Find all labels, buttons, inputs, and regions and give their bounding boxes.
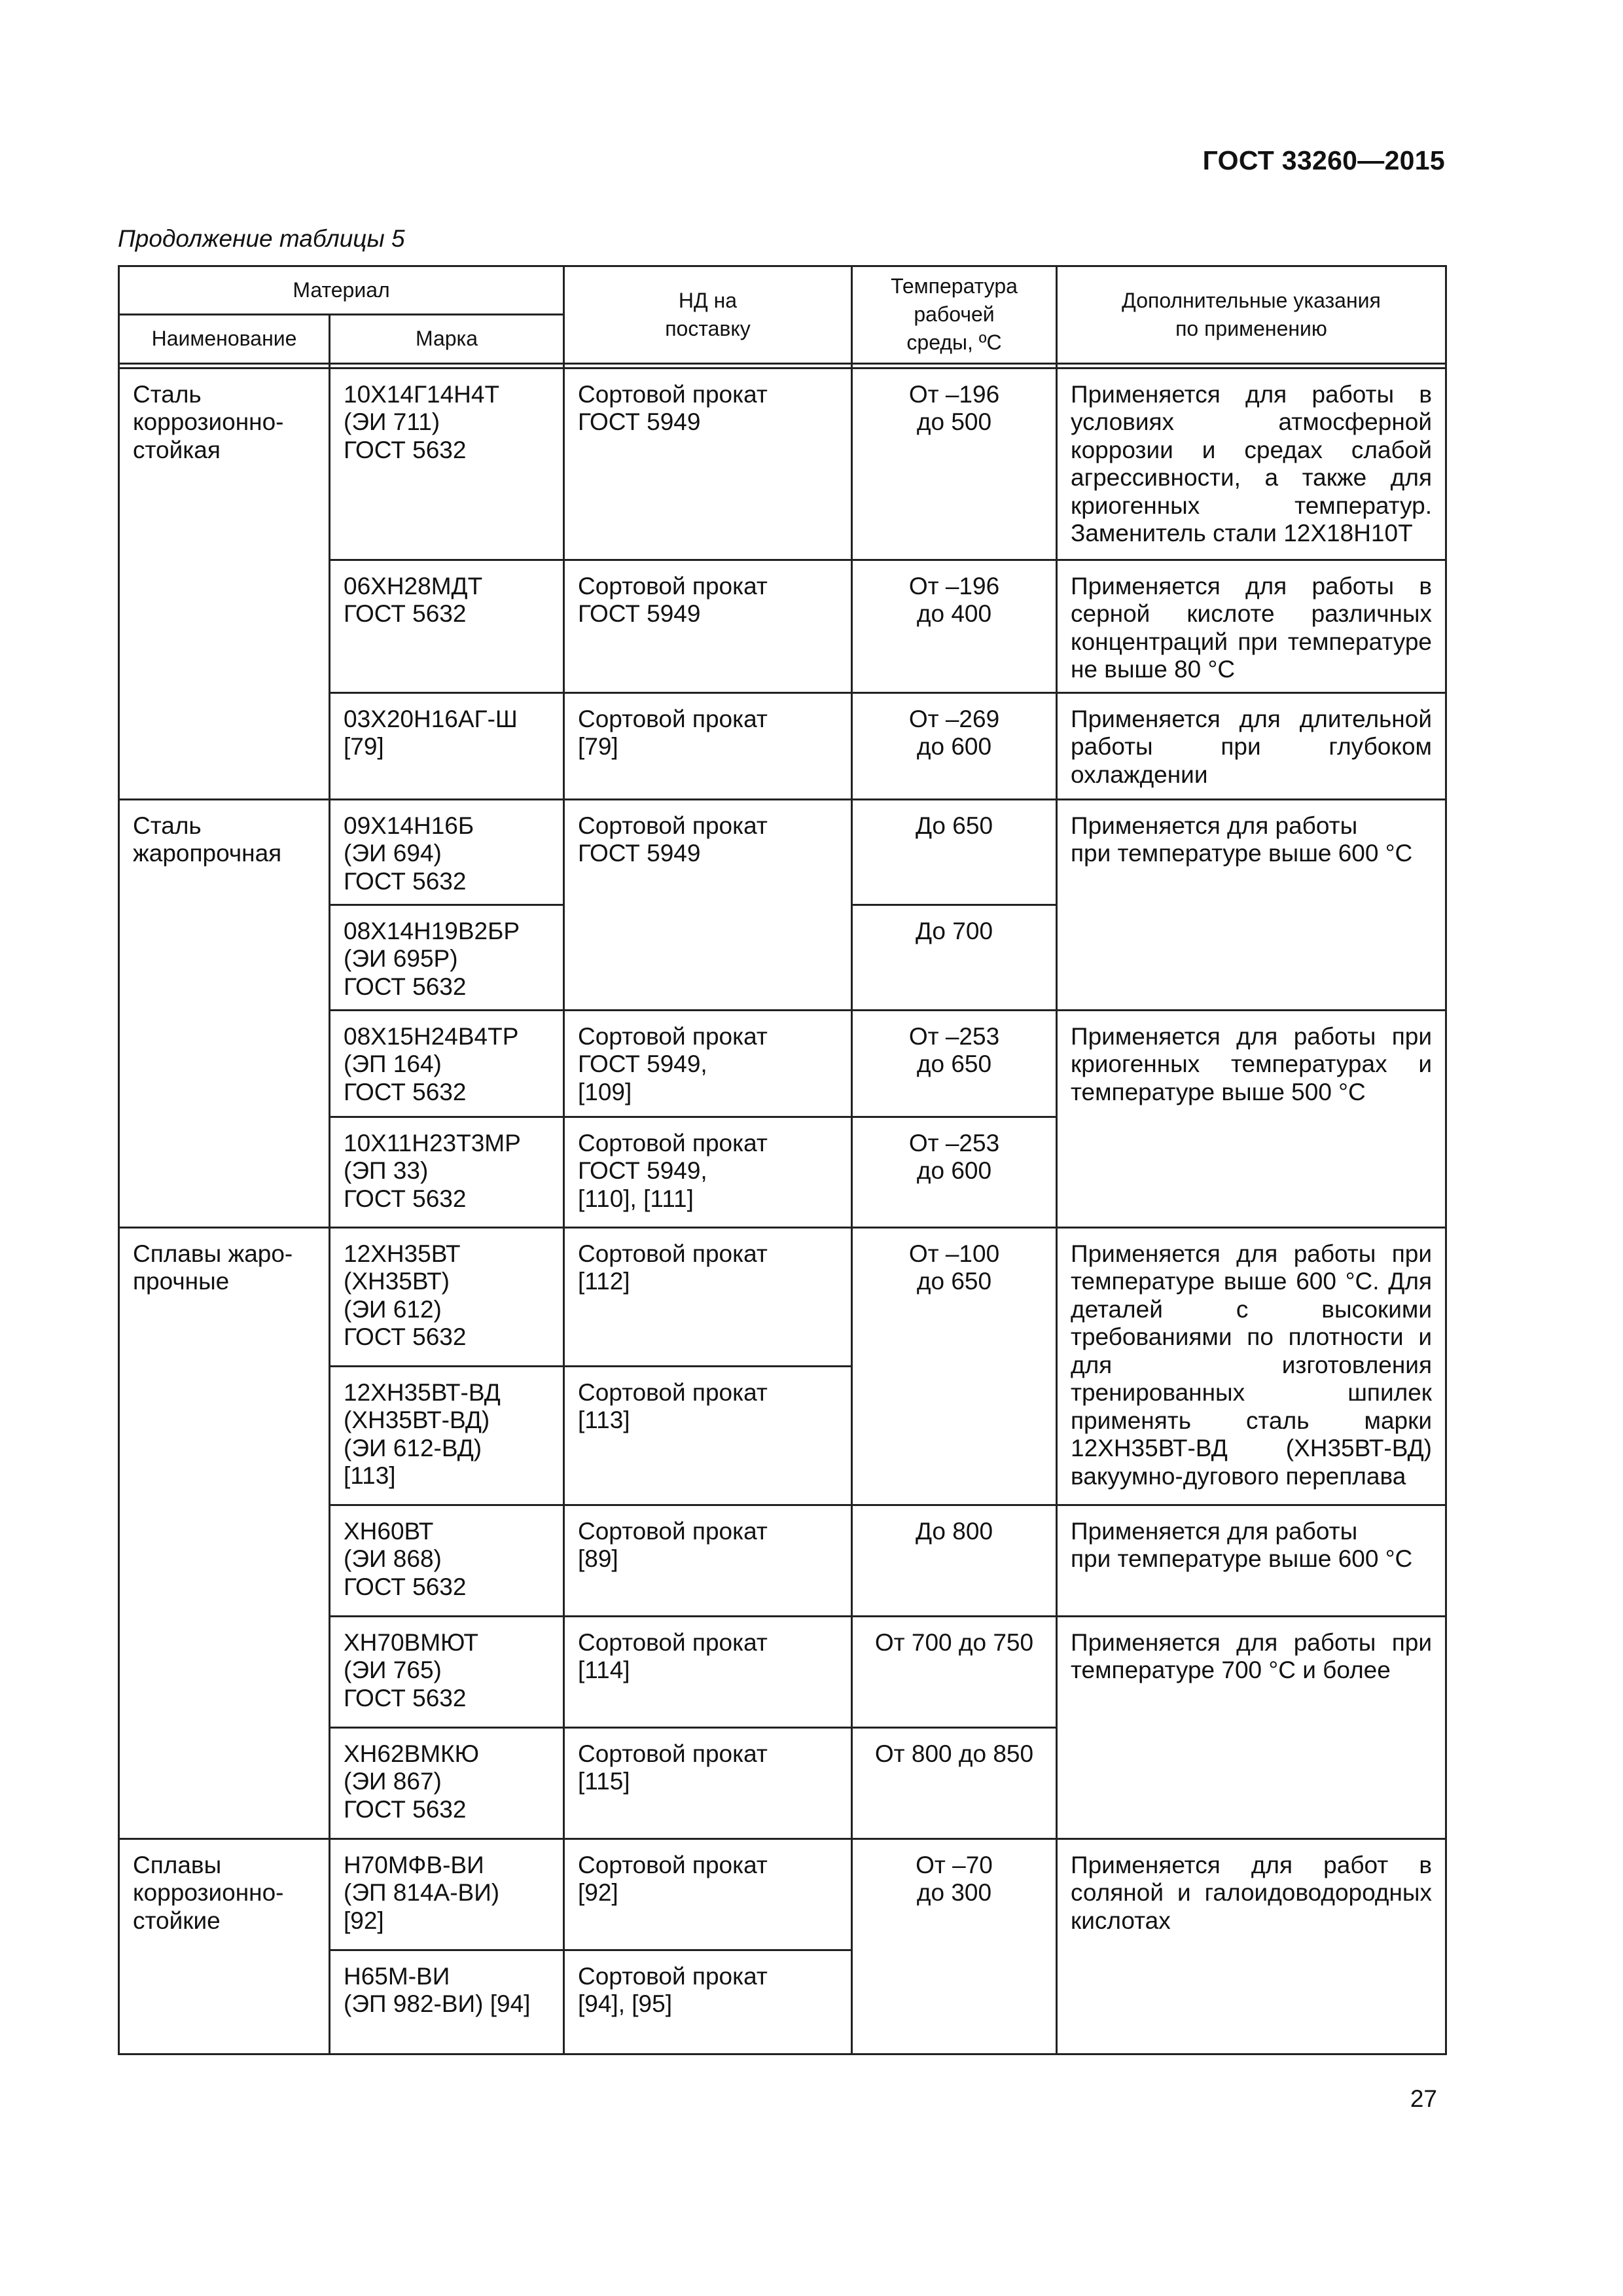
header-nd: НД на поставку bbox=[564, 266, 852, 364]
note-cell: Применяется для работы в серной кислоте различных концентраций при температуре не выше 80 °С bbox=[1057, 560, 1446, 692]
header-temperature: Температура рабочей среды, ºС bbox=[852, 266, 1057, 364]
nd-cell: Сортовой прокат ГОСТ 5949 bbox=[564, 560, 852, 692]
grade-cell: ХН60ВТ (ЭИ 868) ГОСТ 5632 bbox=[330, 1505, 564, 1616]
note-cell: Применяется для работы при температуре выше 600 °С bbox=[1057, 799, 1446, 1010]
nd-cell: Сортовой прокат [115] bbox=[564, 1727, 852, 1839]
nd-cell: Сортовой прокат [92] bbox=[564, 1839, 852, 1950]
group-name: Сплавы коррозионно- стойкие bbox=[119, 1839, 330, 2054]
materials-table bbox=[118, 265, 1447, 2055]
nd-cell: Сортовой прокат [112] bbox=[564, 1227, 852, 1366]
table-caption: Продолжение таблицы 5 bbox=[118, 225, 405, 252]
temperature-cell: От –196 до 400 bbox=[852, 560, 1057, 692]
note-cell: Применяется для работы при криогенных температурах и температуре выше 500 °С bbox=[1057, 1010, 1446, 1227]
grade-cell: 03Х20Н16АГ-Ш [79] bbox=[330, 692, 564, 799]
nd-cell: Сортовой прокат ГОСТ 5949 bbox=[564, 368, 852, 560]
grade-cell: Н65М-ВИ (ЭП 982-ВИ) [94] bbox=[330, 1950, 564, 2054]
nd-cell: Сортовой прокат [94], [95] bbox=[564, 1950, 852, 2054]
table-row bbox=[119, 368, 1446, 560]
temperature-cell: До 800 bbox=[852, 1505, 1057, 1616]
grade-cell: Н70МФВ-ВИ (ЭП 814А-ВИ) [92] bbox=[330, 1839, 564, 1950]
note-cell: Применяется для работы при температуре 700 °С и более bbox=[1057, 1616, 1446, 1839]
grade-cell: 08Х15Н24В4ТР (ЭП 164) ГОСТ 5632 bbox=[330, 1010, 564, 1117]
temperature-cell: От –100 до 650 bbox=[852, 1227, 1057, 1505]
note-cell: Применяется для работ в соляной и галоидоводородных кислотах bbox=[1057, 1839, 1446, 2054]
header-name: Наименование bbox=[119, 315, 330, 363]
nd-cell: Сортовой прокат ГОСТ 5949, [110], [111] bbox=[564, 1117, 852, 1227]
note-cell: Применяется для работы в условиях атмосферной коррозии и средах слабой агрессивности, а также для криогенных температур. Заменитель стали 12Х18Н10Т bbox=[1057, 368, 1446, 560]
grade-cell: 06ХН28МДТ ГОСТ 5632 bbox=[330, 560, 564, 692]
group-name: Сталь жаропрочная bbox=[119, 799, 330, 1227]
nd-cell: Сортовой прокат [79] bbox=[564, 692, 852, 799]
grade-cell: 09Х14Н16Б (ЭИ 694) ГОСТ 5632 bbox=[330, 799, 564, 905]
nd-cell: Сортовой прокат ГОСТ 5949, [109] bbox=[564, 1010, 852, 1117]
temperature-cell: От –269 до 600 bbox=[852, 692, 1057, 799]
nd-cell: Сортовой прокат [89] bbox=[564, 1505, 852, 1616]
table-row bbox=[119, 1839, 1446, 1950]
note-cell: Применяется для работы при температуре выше 600 °С bbox=[1057, 1505, 1446, 1616]
group-name: Сталь коррозионно- стойкая bbox=[119, 368, 330, 799]
temperature-cell: До 650 bbox=[852, 799, 1057, 905]
temperature-cell: От –196 до 500 bbox=[852, 368, 1057, 560]
page-number: 27 bbox=[1410, 2085, 1437, 2112]
grade-cell: ХН70ВМЮТ (ЭИ 765) ГОСТ 5632 bbox=[330, 1616, 564, 1727]
table-row bbox=[119, 1227, 1446, 1366]
note-cell: Применяется для длительной работы при глубоком охлаждении bbox=[1057, 692, 1446, 799]
temperature-cell: От 700 до 750 bbox=[852, 1616, 1057, 1727]
grade-cell: 10Х11Н23Т3МР (ЭП 33) ГОСТ 5632 bbox=[330, 1117, 564, 1227]
header-double-rule bbox=[119, 363, 1446, 368]
grade-cell: 12ХН35ВТ-ВД (ХН35ВТ-ВД) (ЭИ 612-ВД) [113] bbox=[330, 1366, 564, 1505]
table-row bbox=[119, 799, 1446, 905]
grade-cell: 10Х14Г14Н4Т (ЭИ 711) ГОСТ 5632 bbox=[330, 368, 564, 560]
header-notes: Дополнительные указания по применению bbox=[1057, 266, 1446, 364]
temperature-cell: До 700 bbox=[852, 905, 1057, 1010]
grade-cell: 08Х14Н19В2БР (ЭИ 695Р) ГОСТ 5632 bbox=[330, 905, 564, 1010]
temperature-cell: От –253 до 600 bbox=[852, 1117, 1057, 1227]
nd-cell: Сортовой прокат ГОСТ 5949 bbox=[564, 799, 852, 1010]
nd-cell: Сортовой прокат [114] bbox=[564, 1616, 852, 1727]
nd-cell: Сортовой прокат [113] bbox=[564, 1366, 852, 1505]
grade-cell: ХН62ВМКЮ (ЭИ 867) ГОСТ 5632 bbox=[330, 1727, 564, 1839]
document-designation: ГОСТ 33260—2015 bbox=[1202, 145, 1445, 175]
temperature-cell: От –253 до 650 bbox=[852, 1010, 1057, 1117]
header-material: Материал bbox=[119, 266, 564, 315]
temperature-cell: От 800 до 850 bbox=[852, 1727, 1057, 1839]
header-grade: Марка bbox=[330, 315, 564, 363]
note-cell: Применяется для работы при температуре выше 600 °С. Для деталей с высокими требованиями по плотности и для изготовления тренированных шпилек применять сталь марки 12ХН35ВТ-ВД (ХН35ВТ-ВД) вакуумно-дугового переплава bbox=[1057, 1227, 1446, 1505]
temperature-cell: От –70 до 300 bbox=[852, 1839, 1057, 2054]
group-name: Сплавы жаро- прочные bbox=[119, 1227, 330, 1839]
grade-cell: 12ХН35ВТ (ХН35ВТ) (ЭИ 612) ГОСТ 5632 bbox=[330, 1227, 564, 1366]
